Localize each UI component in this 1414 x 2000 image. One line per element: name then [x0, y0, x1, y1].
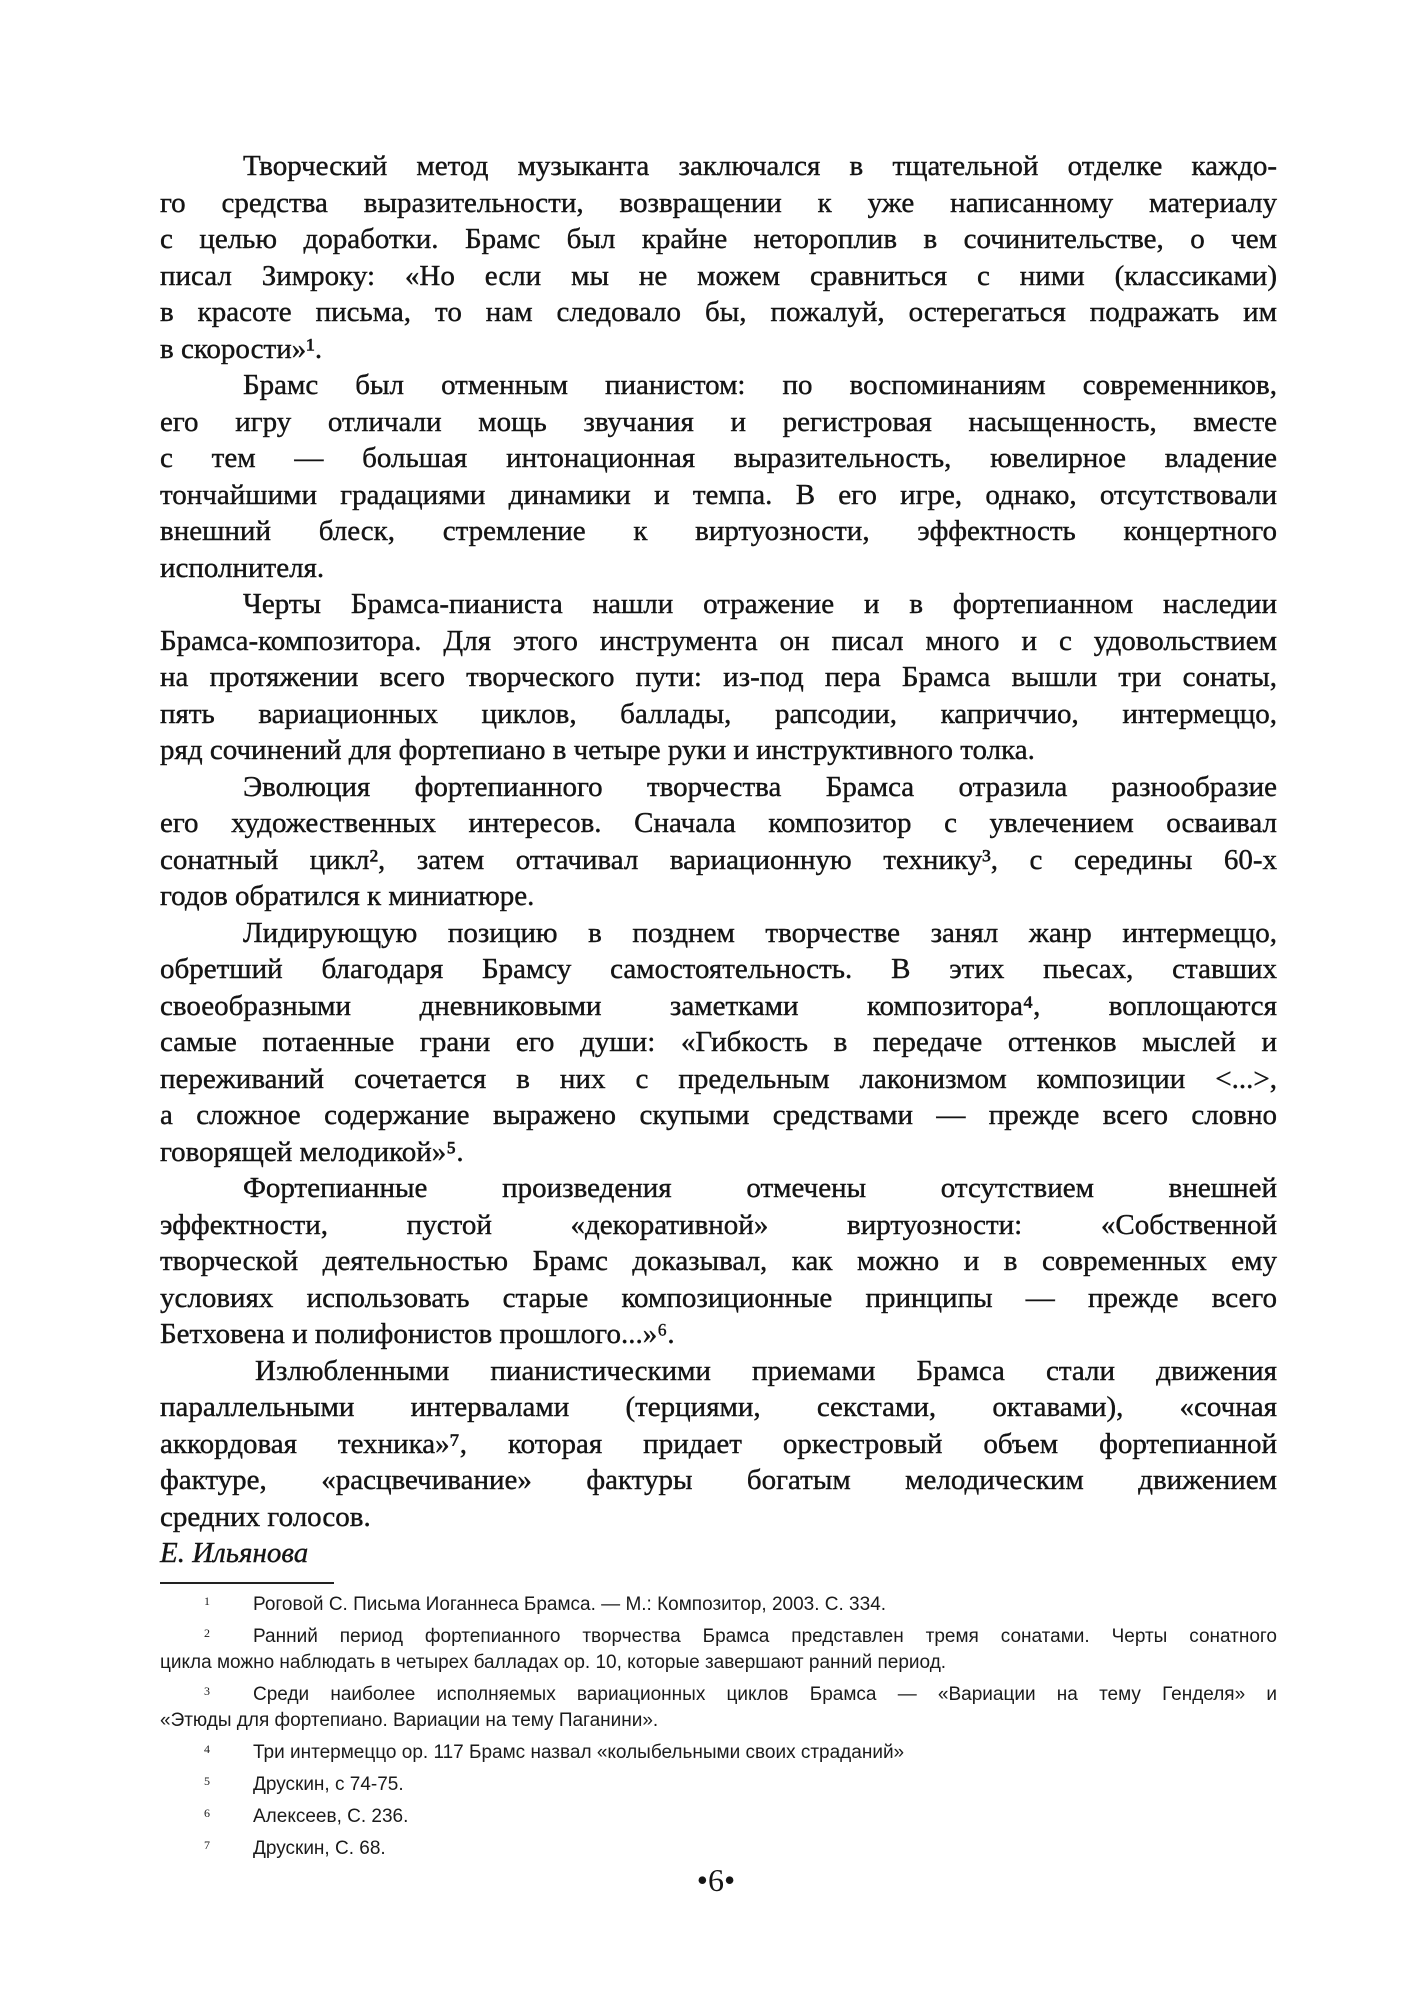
text-line: условиях использовать старые композиционные принципы — прежде всего: [160, 1281, 1277, 1314]
text-line: Излюбленными пианистическими приемами Брамса стали движения: [255, 1354, 1277, 1387]
text-line: переживаний сочетается в них с предельным лаконизмом композиции <...>,: [160, 1062, 1277, 1095]
text-line: исполнителя.: [160, 551, 325, 584]
footnote-number: 3: [204, 1684, 210, 1698]
footnote-line: [160, 1708, 1277, 1734]
text-line: его художественных интересов. Сначала композитор с увлечением осваивал: [160, 807, 1277, 839]
text-line: сонатный цикл², затем оттачивал вариационную технику³, с середины 60-х: [160, 843, 1277, 876]
text-line: его игру отличали мощь звучания и регистровая насыщенность, вместе: [160, 405, 1277, 438]
paragraph: [160, 915, 1277, 1171]
footnote-line: [160, 1650, 1277, 1676]
footnote: [160, 1804, 1277, 1830]
text-line: эффектности, пустой «декоративной» виртуозности: «Собственной: [160, 1208, 1277, 1241]
footnote-text: Ранний период фортепианного творчества Брамса представлен тремя сонатами. Черты сонатного: [253, 1626, 1277, 1647]
footnote-text: Алексеев, С. 236.: [253, 1806, 409, 1827]
page-number: •6•: [696, 1862, 736, 1898]
paragraph: [160, 769, 1277, 915]
footnote: [160, 1740, 1277, 1766]
footnote-number: 7: [204, 1838, 210, 1852]
text-line: внешний блеск, стремление к виртуозности, эффектность концертного: [160, 515, 1277, 547]
text-line: фактуре, «расцвечивание» фактуры богатым мелодическим движением: [160, 1464, 1277, 1496]
text-line: с тем — большая интонационная выразительность, ювелирное владение: [160, 442, 1277, 474]
footnote: [160, 1682, 1277, 1734]
footnote-number: 2: [204, 1626, 210, 1640]
text-line: Брамс был отменным пианистом: по воспоминаниям современников,: [243, 369, 1277, 401]
text-line: Лидирующую позицию в позднем творчестве занял жанр интермеццо,: [243, 916, 1277, 949]
text-line: Творческий метод музыканта заключался в тщательной отделке каждо-: [243, 150, 1277, 182]
text-line: с целью доработки. Брамс был крайне нетороплив в сочинительстве, о чем: [160, 223, 1277, 255]
text-line: обретший благодаря Брамсу самостоятельность. В этих пьесах, ставших: [160, 953, 1277, 985]
text-line: годов обратился к миниатюре.: [160, 880, 535, 912]
paragraph: [160, 367, 1277, 586]
footnote: [160, 1592, 1277, 1618]
footnote-text: Среди наиболее исполняемых вариационных циклов Брамса — «Вариации на тему Генделя» и: [253, 1684, 1277, 1705]
footnote-line: [160, 1740, 1277, 1766]
main-text: [160, 148, 1277, 1572]
paragraph: [160, 148, 1277, 367]
text-line: своеобразными дневниковыми заметками композитора⁴, воплощаются: [160, 989, 1277, 1022]
text-line: в красоте письма, то нам следовало бы, пожалуй, остерегаться подражать им: [160, 296, 1277, 328]
text-line: Черты Брамса-пианиста нашли отражение и в фортепианном наследии: [243, 588, 1277, 620]
footnote-number: 6: [204, 1806, 210, 1820]
footnote-number: 5: [204, 1774, 210, 1788]
footnote-line: [160, 1804, 1277, 1830]
text-line: а сложное содержание выражено скупыми средствами — прежде всего словно: [160, 1099, 1277, 1131]
text-line: пять вариационных циклов, баллады, рапсодии, каприччио, интермеццо,: [160, 697, 1277, 730]
footnotes: [160, 1592, 1277, 1868]
text-line: самые потаенные грани его души: «Гибкость в передаче оттенков мыслей и: [160, 1026, 1277, 1058]
paragraph: [160, 1170, 1277, 1353]
author-signature: Е. Ильянова: [160, 1537, 309, 1569]
text-line: го средства выразительности, возвращении к уже написанному материалу: [160, 186, 1277, 219]
text-line: Брамса-композитора. Для этого инструмента он писал много и с удовольствием: [160, 624, 1277, 657]
footnote: [160, 1836, 1277, 1862]
text-line: Эволюция фортепианного творчества Брамса отразила разнообразие: [243, 770, 1277, 803]
footnote: [160, 1624, 1277, 1676]
footnote-text: «Этюды для фортепиано. Вариации на тему Паганини».: [160, 1710, 659, 1731]
footnote-number: 1: [204, 1594, 210, 1608]
text-line: говорящей мелодикой»⁵.: [160, 1135, 464, 1168]
footnote-line: [160, 1836, 1277, 1862]
footnote: [160, 1772, 1277, 1798]
footnote-number: 4: [204, 1742, 210, 1756]
footnote-text: Три интермеццо ор. 117 Брамс назвал «колыбельными своих страданий»: [253, 1742, 905, 1763]
footnote-text: цикла можно наблюдать в четырех балладах ор. 10, которые завершают ранний период.: [160, 1652, 947, 1673]
text-line: средних голосов.: [160, 1500, 371, 1533]
text-line: ряд сочинений для фортепиано в четыре руки и инструктивного толка.: [160, 734, 1035, 766]
footnote-line: [160, 1592, 1277, 1618]
text-line: параллельными интервалами (терциями, секстами, октавами), «сочная: [160, 1391, 1277, 1423]
text-line: в скорости»¹.: [160, 332, 323, 365]
text-line: творческой деятельностью Брамс доказывал, как можно и в современных ему: [160, 1245, 1277, 1277]
text-line: на протяжении всего творческого пути: из-под пера Брамса вышли три сонаты,: [160, 661, 1277, 693]
text-line: Фортепианные произведения отмечены отсутствием внешней: [243, 1172, 1277, 1204]
paragraph: [160, 1353, 1277, 1536]
footnote-text: Друскин, с 74-75.: [253, 1774, 404, 1795]
footnote-text: Друскин, С. 68.: [253, 1838, 386, 1859]
footnote-text: Роговой С. Письма Иоганнеса Брамса. — М.: Композитор, 2003. С. 334.: [253, 1594, 887, 1615]
paragraph: [160, 586, 1277, 769]
footnote-line: [160, 1624, 1277, 1650]
text-line: писал Зимроку: «Но если мы не можем сравниться с ними (классиками): [160, 259, 1277, 292]
text-line: Бетховена и полифонистов прошлого...»⁶.: [160, 1318, 675, 1350]
footnote-line: [160, 1682, 1277, 1708]
footnote-line: [160, 1772, 1277, 1798]
text-line: аккордовая техника»⁷, которая придает оркестровый объем фортепианной: [160, 1427, 1277, 1460]
footnote-separator: [160, 1582, 334, 1584]
text-line: тончайшими градациями динамики и темпа. В его игре, однако, отсутствовали: [160, 478, 1277, 511]
